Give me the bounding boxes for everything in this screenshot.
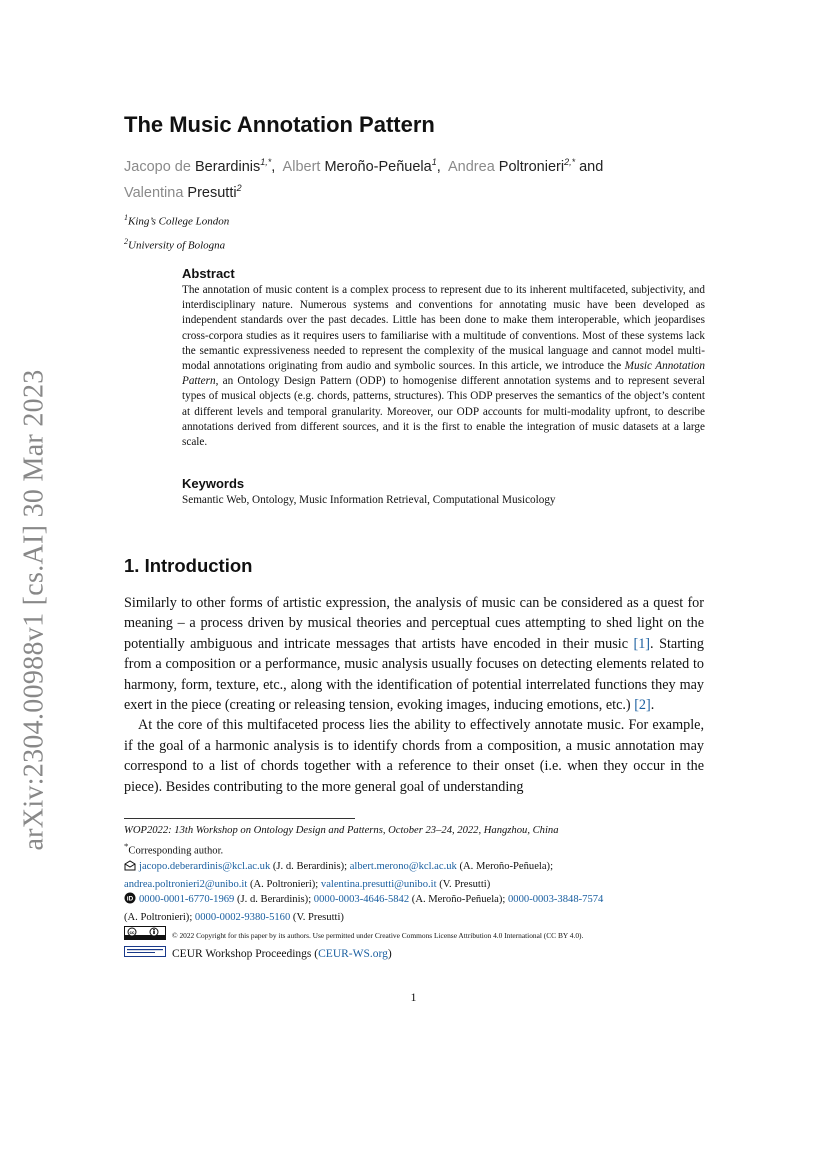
email-link[interactable]: jacopo.deberardinis@kcl.ac.uk [139, 860, 271, 872]
license-text: © 2022 Copyright for this paper by its authors. Use permitted under Creative Commons License Attribution 4.0 International (CC BY 4.0). [172, 930, 584, 940]
ceur-link[interactable]: CEUR-WS.org [318, 947, 388, 960]
orcid-link[interactable]: 0000-0003-3848-7574 [508, 894, 604, 906]
author: Albert Meroño-Peñuela$^1$, [282, 157, 441, 175]
ceur-note [124, 946, 714, 963]
page-number: 1 [410, 990, 417, 1004]
svg-text:iD: iD [126, 895, 134, 903]
paper-title: The Music Annotation Pattern [124, 112, 435, 137]
orcid-link[interactable]: 0000-0001-6770-1969 [139, 894, 235, 906]
paragraph: At the core of this multifaceted process lies the ability to effectively annotate music. For example, if the goal of a harmonic analysis is to identify chords from a composition, a music annotation may correspond to a list of chords together with a reference to their onset (i.e. when they occur in the piece). Besides contributing to the more general goal of understanding [124, 717, 704, 795]
orcid-link[interactable]: 0000-0002-9380-5160 [194, 912, 291, 924]
keywords [182, 476, 705, 508]
ceur-text: CEUR Workshop Proceedings (CEUR-WS.org) [172, 947, 392, 960]
envelope-icon [124, 860, 136, 877]
affiliation: $^1$King’s College London [124, 213, 230, 228]
section-heading-introduction: 1. Introduction [124, 555, 253, 576]
footnotes [124, 823, 714, 963]
affiliation: $^2$University of Bologna [124, 236, 226, 252]
author: Valentina Presutti$^2$ [124, 182, 242, 201]
footnote-divider [124, 818, 355, 819]
cc-by-badge-icon [124, 926, 166, 946]
arxiv-id: arXiv:2304.00988v1 [cs.AI] 30 Mar 2023 [19, 369, 51, 851]
abstract-text: The annotation of music content is a complex process to represent due to its inherent multifaceted, subjectivity, and interdisciplinary nature. Numerous systems and conventions for annotating music have been developed as independent standards over the past decades. Little has been done to make them interoperable, which jeopardises cross-corpora studies as it requires users to familiarise with a multitude of conventions. Most of these systems lack the semantic expressiveness needed to represent the complexity of the musical language and cannot model multi-modal annotations originating from audio and symbolic sources. In this article, we introduce the Music Annotation Pattern, an Ontology Design Pattern (ODP) to homogenise different annotation systems and to represent several types of musical objects (e.g. chords, patterns, structures). This ODP preserves the semantics of the object’s content at different levels and temporal granularity. Moreover, our ODP accounts for multi-modality upfront, to describe annotations derived from different sources, and it is the first to enable the integration of music datasets at a large scale. [182, 284, 705, 449]
email-link[interactable]: albert.merono@kcl.ac.uk [349, 860, 457, 872]
author: Jacopo de Berardinis$^{1,*}$, [124, 157, 276, 175]
corresponding-note: *Corresponding author. [124, 840, 224, 857]
svg-text:cc: cc [129, 929, 135, 935]
paragraph: Similarly to other forms of artistic expression, the analysis of music can be considered as a quest for meaning – a process driven by musical theories and perceptual cues attempting to shed light on the potentially ambiguous and intricate messages that artists have encoded in their music [1]. Starting from a composition or a performance, music analysis usually focuses on detecting elements related to harmony, form, texture, etc., along with the identification of potential interrelated functions they may exert in the piece (creating or releasing tension, evoking images, inducing emotions, etc.) [2]. [124, 595, 704, 714]
email-link[interactable]: andrea.poltronieri2@unibo.it [124, 878, 248, 890]
citation-link[interactable]: [1] [633, 635, 651, 652]
license-note [124, 926, 714, 946]
workshop-note: WOP2022: 13th Workshop on Ontology Design and Patterns, October 23–24, 2022, Hangzhou, China [124, 825, 559, 836]
affiliations [124, 208, 229, 255]
keywords-text: Semantic Web, Ontology, Music Information Retrieval, Computational Musicology [182, 494, 556, 506]
ceur-logo-icon [124, 946, 166, 963]
abstract-heading: Abstract [182, 266, 235, 281]
orcid-link[interactable]: 0000-0003-4646-5842 [313, 894, 410, 906]
orcid-icon [124, 892, 136, 910]
keywords-heading: Keywords [182, 476, 245, 491]
orcid-note: iD 0000-0001-6770-1969 (J. d. Berardinis); 0000-0003-4646-5842 (A. Meroño-Peñuela); 0000-0003-3848-7574 (A. Poltronieri); 0000-0002-9380-5160 (V. Presutti) [124, 894, 604, 924]
author: Andrea Poltronieri$^{2,*}$ and [448, 157, 604, 175]
citation-link[interactable]: [2] [634, 697, 651, 714]
email-link[interactable]: valentina.presutti@unibo.it [320, 878, 437, 890]
author-list [124, 152, 684, 204]
arxiv-stamp [12, 370, 58, 850]
email-note: jacopo.deberardinis@kcl.ac.uk (J. d. Berardinis); albert.merono@kcl.ac.uk (A. Meroño-Peñuela); andrea.poltronieri2@unibo.it (A. Poltronieri); valentina.presutti@unibo.it (V. Presutti) [124, 860, 554, 890]
introduction-body [124, 593, 704, 797]
abstract [182, 266, 705, 450]
